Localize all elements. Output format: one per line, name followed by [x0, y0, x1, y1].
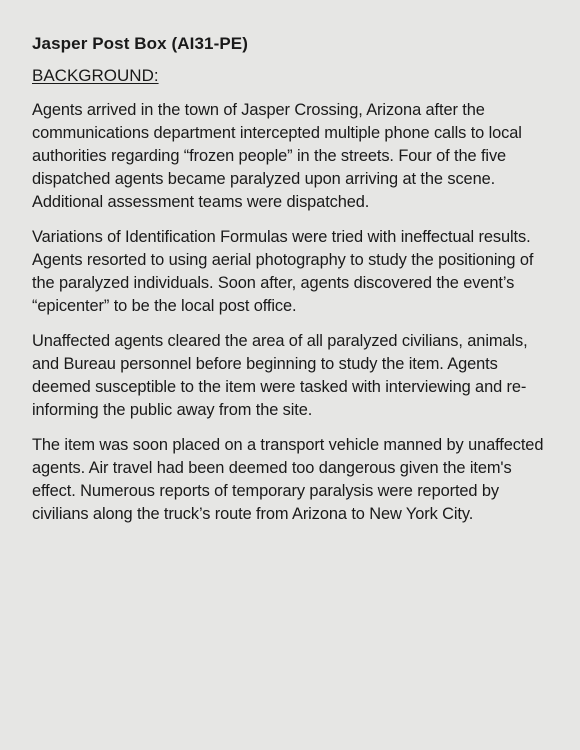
paragraph-4: The item was soon placed on a transport vehicle manned by unaffected agents. Air travel had been deemed too dangerous given the item's effect. Numerous reports of temporary paralysis were reported by civilians along the truck’s route from Arizona to New York City.	[32, 436, 544, 523]
paragraph-2: Variations of Identification Formulas were tried with ineffectual results. Agents resorted to using aerial photography to study the positioning of the paralyzed individuals. Soon after, agents discovered the event’s “epicenter” to be the local post office.	[32, 228, 534, 315]
paragraph-3: Unaffected agents cleared the area of all paralyzed civilians, animals, and Bureau personnel before beginning to study the item. Agents deemed susceptible to the item were tasked with interviewing and re-informing the public away from the site.	[32, 332, 528, 419]
document-title: Jasper Post Box (AI31-PE)	[32, 34, 249, 53]
paragraph-1: Agents arrived in the town of Jasper Crossing, Arizona after the communications department intercepted multiple phone calls to local authorities regarding “frozen people” in the streets. Four of the five dispatched agents became paralyzed upon arriving at the scene. Additional assessment teams were dispatched.	[32, 101, 522, 211]
section-heading-background: BACKGROUND:	[32, 66, 159, 85]
